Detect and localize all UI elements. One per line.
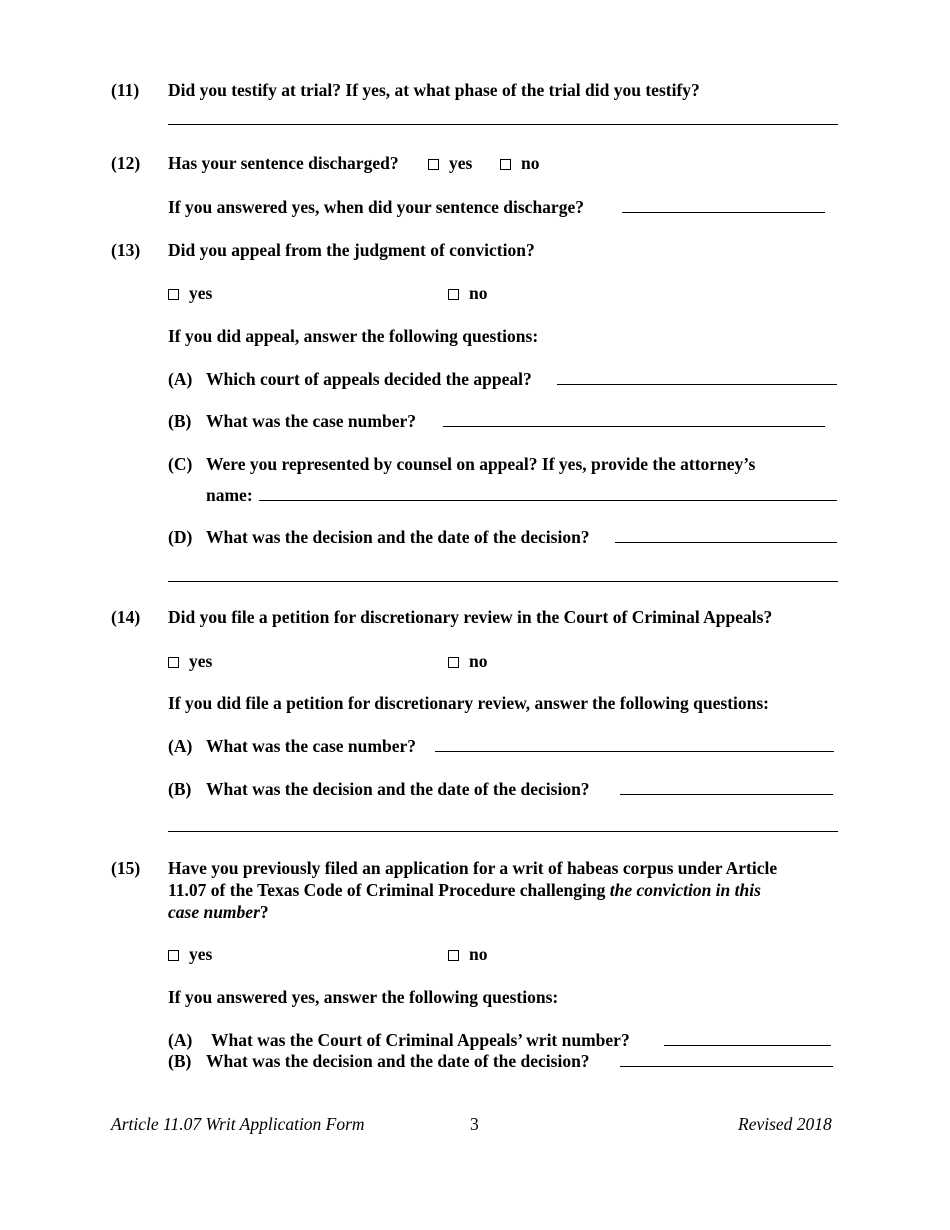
q13-text: Did you appeal from the judgment of conviction? (168, 240, 535, 260)
q13-c-label: (C) (168, 454, 193, 474)
q11-number: (11) (111, 80, 140, 100)
q15-line2 (168, 879, 761, 901)
q14-instruction: If you did file a petition for discretionary review, answer the following questions: (168, 693, 769, 713)
q13-d-answer-line-2[interactable] (168, 581, 838, 582)
q13-d-text: What was the decision and the date of the decision? (206, 527, 590, 547)
q13-no-label: no (469, 283, 488, 303)
q14-yes-option[interactable] (168, 650, 212, 672)
q14-a-answer-line[interactable] (435, 751, 834, 752)
q12-yes-label: yes (449, 153, 473, 173)
q12-yes-option[interactable] (428, 152, 472, 174)
q15-line3 (168, 901, 269, 923)
q13-c-text2: name: (206, 485, 253, 505)
q13-yes-label: yes (189, 283, 213, 303)
checkbox-icon[interactable] (428, 159, 439, 170)
q15-a-answer-line[interactable] (664, 1045, 831, 1046)
q14-b-answer-line[interactable] (620, 794, 833, 795)
q13-instruction: If you did appeal, answer the following questions: (168, 326, 539, 346)
q12-text: Has your sentence discharged? (168, 153, 399, 173)
q15-a-label: (A) (168, 1030, 193, 1050)
checkbox-icon[interactable] (448, 950, 459, 961)
q14-no-label: no (469, 651, 488, 671)
q14-a-label: (A) (168, 736, 193, 756)
checkbox-icon[interactable] (168, 950, 179, 961)
q11-text: Did you testify at trial? If yes, at what phase of the trial did you testify? (168, 80, 700, 100)
q15-yes-label: yes (189, 944, 213, 964)
q12-no-option[interactable] (500, 152, 539, 174)
checkbox-icon[interactable] (168, 289, 179, 300)
q13-b-text: What was the case number? (206, 411, 416, 431)
q11-answer-line[interactable] (168, 124, 838, 125)
q13-yes-option[interactable] (168, 282, 212, 304)
q13-d-label: (D) (168, 527, 193, 547)
checkbox-icon[interactable] (168, 657, 179, 668)
q15-b-label: (B) (168, 1051, 192, 1071)
q14-number: (14) (111, 607, 141, 627)
q12-followup: If you answered yes, when did your sentence discharge? (168, 197, 584, 217)
q15-a-text: What was the Court of Criminal Appeals’ writ number? (211, 1030, 630, 1050)
footer-revised: Revised 2018 (738, 1114, 832, 1134)
footer-page-number: 3 (470, 1114, 479, 1134)
q13-no-option[interactable] (448, 282, 487, 304)
q13-a-label: (A) (168, 369, 193, 389)
q13-b-label: (B) (168, 411, 192, 431)
q12-number: (12) (111, 153, 141, 173)
q12-answer-line[interactable] (622, 212, 825, 213)
q13-a-text: Which court of appeals decided the appeal? (206, 369, 532, 389)
q15-line2-italic: the conviction in this (609, 880, 761, 900)
q14-text: Did you file a petition for discretionary review in the Court of Criminal Appeals? (168, 607, 773, 627)
q13-a-answer-line[interactable] (557, 384, 837, 385)
q15-number: (15) (111, 858, 141, 878)
q13-d-answer-line[interactable] (615, 542, 837, 543)
q14-a-text: What was the case number? (206, 736, 416, 756)
q13-number: (13) (111, 240, 141, 260)
q15-yes-option[interactable] (168, 943, 212, 965)
q15-line1: Have you previously filed an application for a writ of habeas corpus under Article (168, 858, 778, 878)
q13-c-text: Were you represented by counsel on appeal? If yes, provide the attorney’s (206, 454, 756, 474)
checkbox-icon[interactable] (500, 159, 511, 170)
q15-b-text: What was the decision and the date of the decision? (206, 1051, 590, 1071)
q13-c-answer-line[interactable] (259, 500, 837, 501)
q15-b-answer-line[interactable] (620, 1066, 833, 1067)
q15-no-option[interactable] (448, 943, 487, 965)
q13-b-answer-line[interactable] (443, 426, 825, 427)
checkbox-icon[interactable] (448, 289, 459, 300)
q15-no-label: no (469, 944, 488, 964)
q12-no-label: no (521, 153, 540, 173)
q15-line2-plain: 11.07 of the Texas Code of Criminal Procedure challenging (168, 880, 610, 900)
checkbox-icon[interactable] (448, 657, 459, 668)
q14-b-text: What was the decision and the date of the decision? (206, 779, 590, 799)
q14-yes-label: yes (189, 651, 213, 671)
footer-form-title: Article 11.07 Writ Application Form (111, 1114, 365, 1134)
q14-b-label: (B) (168, 779, 192, 799)
q15-instruction: If you answered yes, answer the following questions: (168, 987, 559, 1007)
q15-line3-italic: case number (168, 902, 260, 922)
q14-no-option[interactable] (448, 650, 487, 672)
q15-line3-plain: ? (259, 902, 269, 922)
q14-b-answer-line-2[interactable] (168, 831, 838, 832)
